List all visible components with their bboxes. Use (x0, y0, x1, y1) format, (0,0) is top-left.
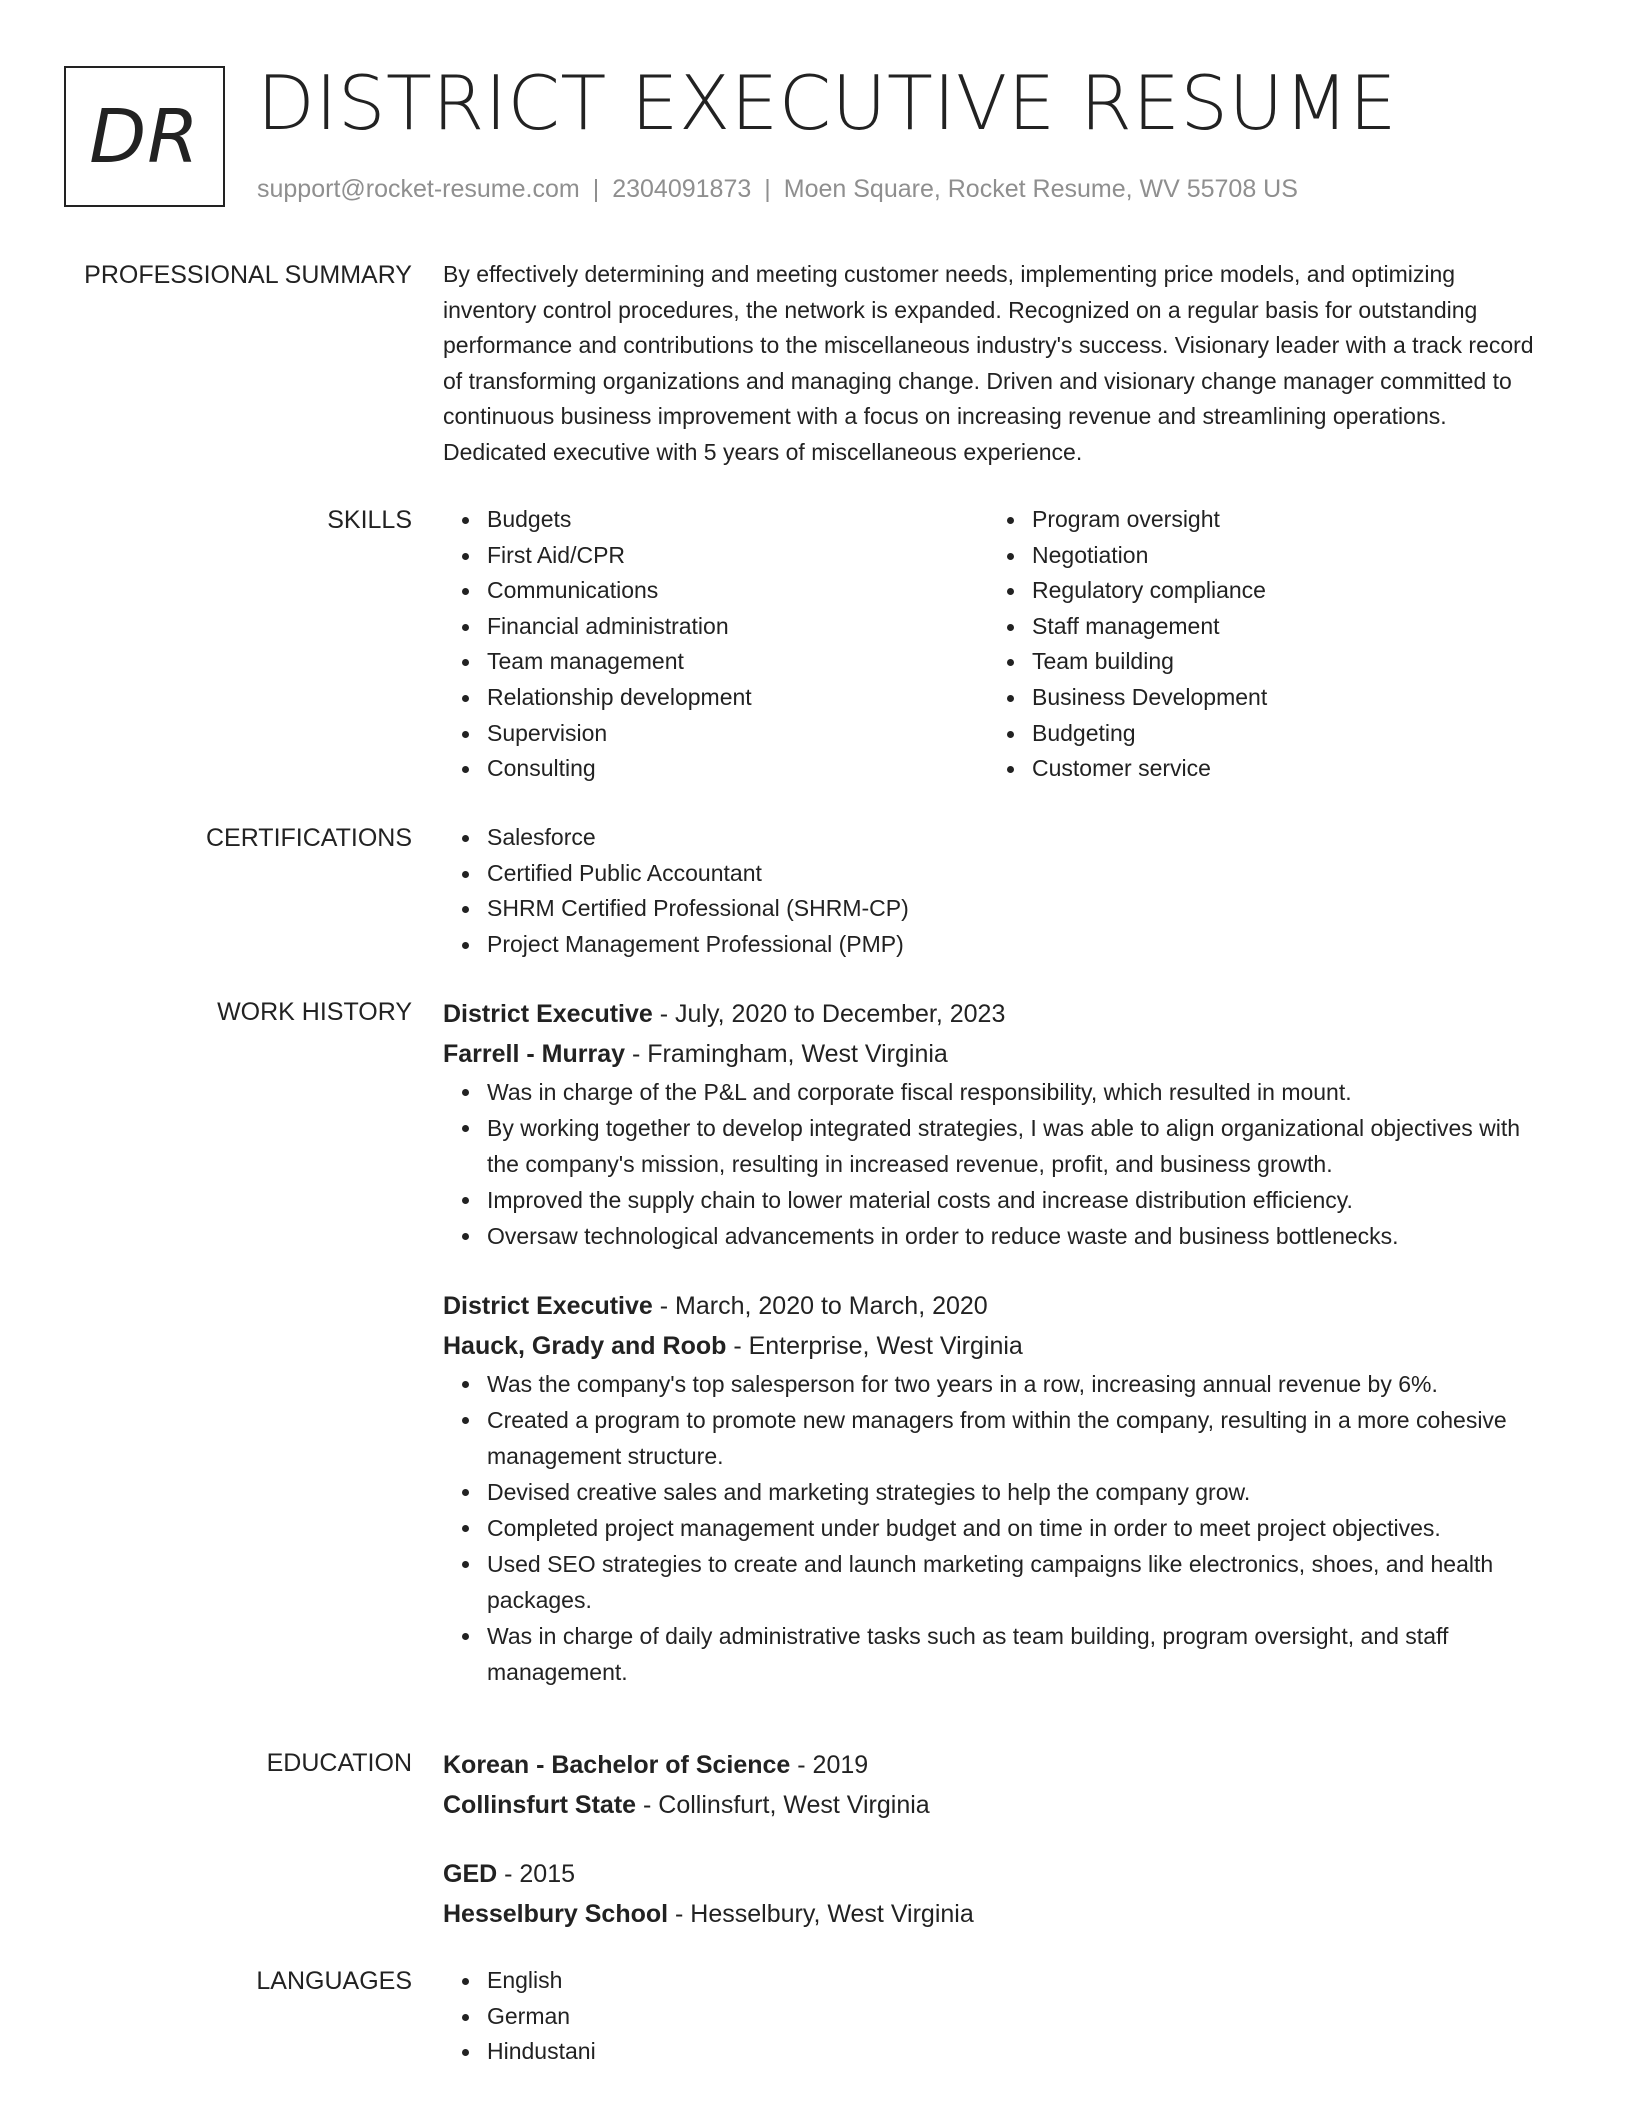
job-title-line (443, 1286, 1553, 1326)
skill-item: Relationship development (487, 680, 988, 716)
language-item: Hindustani (487, 2034, 1553, 2070)
job-bullet: By working together to develop integrated strategies, I was able to align organizational objectives with the company's mission, resulting in increased revenue, profit, and business growth. (487, 1110, 1553, 1182)
skill-item: Team management (487, 644, 988, 680)
skills-body (443, 502, 1553, 787)
contact-phone[interactable]: 2304091873 (612, 175, 752, 203)
skill-item: Customer service (1032, 751, 1533, 787)
monogram-box (64, 66, 225, 207)
job-title: District Executive (443, 1292, 653, 1320)
job-bullet-list (443, 1074, 1553, 1254)
education-degree-line (443, 1854, 1553, 1894)
monogram-initials: DR (89, 93, 200, 180)
languages-body (443, 1963, 1553, 2070)
skills-label: SKILLS (327, 506, 412, 534)
certification-item: Certified Public Accountant (487, 856, 1553, 892)
skill-item: Consulting (487, 751, 988, 787)
skill-item: Program oversight (1032, 502, 1533, 538)
job-company: Farrell - Murray (443, 1040, 626, 1068)
contact-separator: | (764, 175, 771, 203)
education-school-line (443, 1785, 1553, 1825)
job-bullet: Completed project management under budget and on time in order to meet project objectives. (487, 1510, 1553, 1546)
resume-title: DISTRICT EXECUTIVE RESUME (257, 59, 1398, 147)
job-bullet: Used SEO strategies to create and launch marketing campaigns like electronics, shoes, and health packages. (487, 1546, 1553, 1618)
work-history-body (443, 994, 1553, 1690)
education-location: - Hesselbury, West Virginia (668, 1900, 974, 1928)
skill-item: Budgeting (1032, 716, 1533, 752)
certifications-body (443, 820, 1553, 962)
skills-column-left (443, 502, 988, 787)
job-bullet-list (443, 1366, 1553, 1690)
education-body (443, 1745, 1553, 1934)
job-title-line (443, 994, 1553, 1034)
certification-item: SHRM Certified Professional (SHRM-CP) (487, 891, 1553, 927)
summary-label: PROFESSIONAL SUMMARY (84, 261, 412, 289)
skill-item: Financial administration (487, 609, 988, 645)
job-company-line (443, 1326, 1553, 1366)
job-company-line (443, 1034, 1553, 1074)
education-degree: Korean - Bachelor of Science (443, 1751, 791, 1779)
education-location: - Collinsfurt, West Virginia (636, 1791, 930, 1819)
contact-line (257, 174, 1298, 204)
job-company: Hauck, Grady and Roob (443, 1332, 727, 1360)
education-degree-line (443, 1745, 1553, 1785)
education-label: EDUCATION (266, 1749, 412, 1777)
skill-item: Negotiation (1032, 538, 1533, 574)
language-item: English (487, 1963, 1553, 1999)
skill-item: Communications (487, 573, 988, 609)
education-school: Hesselbury School (443, 1900, 669, 1928)
job-location: - Enterprise, West Virginia (726, 1332, 1023, 1360)
job-bullet: Was in charge of daily administrative tasks such as team building, program oversight, and staff management. (487, 1618, 1553, 1690)
certifications-label: CERTIFICATIONS (205, 824, 412, 852)
job-entry (443, 994, 1553, 1254)
job-dates: - March, 2020 to March, 2020 (652, 1292, 988, 1320)
job-bullet: Improved the supply chain to lower material costs and increase distribution efficiency. (487, 1182, 1553, 1218)
education-year: - 2019 (790, 1751, 869, 1779)
contact-separator: | (592, 175, 600, 203)
certification-item: Project Management Professional (PMP) (487, 927, 1553, 963)
skills-column-right (988, 502, 1533, 787)
job-bullet: Oversaw technological advancements in order to reduce waste and business bottlenecks. (487, 1218, 1553, 1254)
certification-item: Salesforce (487, 820, 1553, 856)
job-bullet: Created a program to promote new managers from within the company, resulting in a more cohesive management structure. (487, 1402, 1553, 1474)
job-bullet: Was the company's top salesperson for two years in a row, increasing annual revenue by 6%. (487, 1366, 1553, 1402)
skill-item: Staff management (1032, 609, 1533, 645)
job-entry (443, 1286, 1553, 1690)
job-bullet: Was in charge of the P&L and corporate fiscal responsibility, which resulted in mount. (487, 1074, 1553, 1110)
education-entry (443, 1745, 1553, 1825)
languages-label: LANGUAGES (256, 1967, 412, 1995)
language-item: German (487, 1999, 1553, 2035)
job-bullet: Devised creative sales and marketing strategies to help the company grow. (487, 1474, 1553, 1510)
education-year: - 2015 (497, 1860, 576, 1888)
job-title: District Executive (443, 1000, 653, 1028)
job-dates: - July, 2020 to December, 2023 (652, 1000, 1006, 1028)
skill-item: First Aid/CPR (487, 538, 988, 574)
work-history-label: WORK HISTORY (217, 998, 412, 1026)
skill-item: Team building (1032, 644, 1533, 680)
education-entry (443, 1854, 1553, 1934)
skill-item: Budgets (487, 502, 988, 538)
contact-email[interactable]: support@rocket-resume.com (257, 175, 580, 203)
summary-text: By effectively determining and meeting customer needs, implementing price models, and optimizing inventory control procedures, the network is expanded. Recognized on a regular basis for outstanding performance and contributions to the miscellaneous industry's success. Visionary leader with a track record of transforming organizations and managing change. Driven and visionary change manager committed to continuous business improvement with a focus on increasing revenue and streamlining operations. Dedicated executive with 5 years of miscellaneous experience. (443, 261, 1534, 465)
job-location: - Framingham, West Virginia (625, 1040, 948, 1068)
skill-item: Business Development (1032, 680, 1533, 716)
skill-item: Regulatory compliance (1032, 573, 1533, 609)
contact-address: Moen Square, Rocket Resume, WV 55708 US (783, 175, 1298, 203)
education-school: Collinsfurt State (443, 1791, 637, 1819)
education-degree: GED (443, 1860, 498, 1888)
skill-item: Supervision (487, 716, 988, 752)
education-school-line (443, 1894, 1553, 1934)
